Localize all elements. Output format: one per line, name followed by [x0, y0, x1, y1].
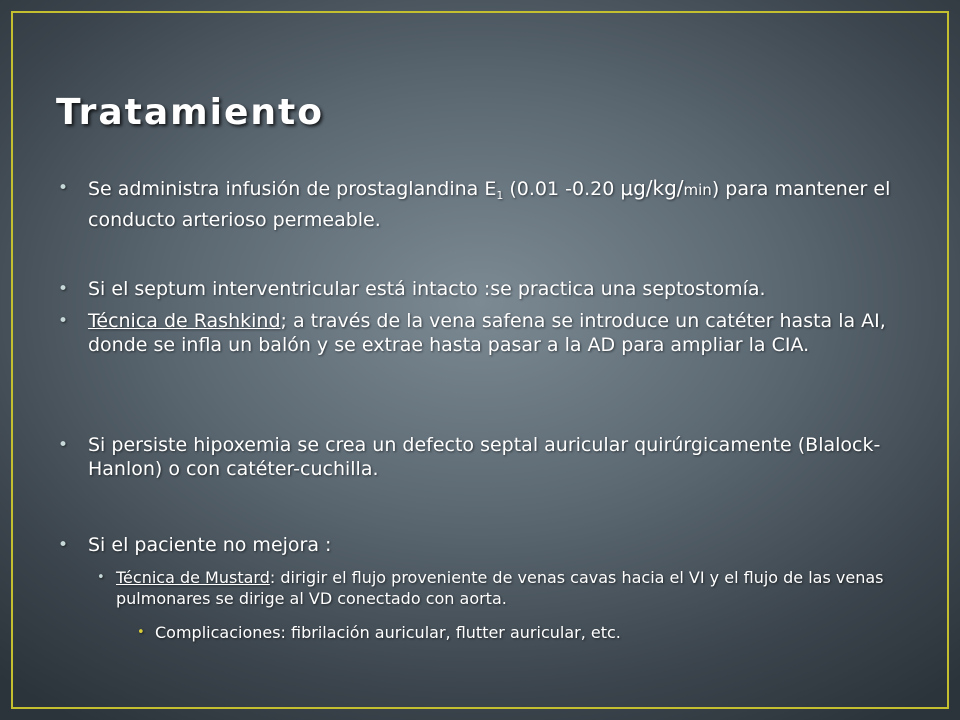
bullet-dot-icon: •: [58, 178, 69, 198]
bullet-text: ; a través de la vena safena se introduce un catéter hasta la AI, donde se infla un balón y se extrae hasta pasar a la AD para ampliar la CIA.: [88, 310, 886, 356]
bullet-dot-icon: •: [58, 311, 69, 331]
bullet-text: ) para mantener el conducto arterioso permeable.: [88, 178, 891, 231]
sub-bullet-mustard: [97, 567, 916, 609]
bullet-dot-icon: •: [58, 435, 69, 455]
bullet-rashkind: [58, 309, 913, 357]
bullet-dot-icon: •: [97, 570, 105, 585]
bullet-text: Complicaciones: fibrilación auricular, flutter auricular, etc.: [155, 623, 621, 642]
bullet-hypoxemia: [58, 433, 913, 481]
sub-sub-bullet-complications: [137, 622, 915, 643]
bullet-dot-icon: •: [137, 625, 145, 640]
subscript-text: 1: [496, 189, 504, 202]
bullet-text: : dirigir el flujo proveniente de venas cavas hacia el VI y el flujo de las venas pulmonares se dirige al VD conectado con aorta.: [116, 568, 884, 608]
bullet-text: (0.01 -0.20: [503, 178, 621, 200]
bullet-text: Se administra infusión de prostaglandina E: [88, 178, 497, 200]
bullet-no-improvement: [58, 533, 913, 557]
bullet-dot-icon: •: [58, 279, 69, 299]
bullet-text: Si persiste hipoxemia se crea un defecto septal auricular quirúrgicamente (Blalock-Hanlon) o con catéter-cuchilla.: [88, 434, 881, 480]
bullet-dot-icon: •: [58, 535, 69, 555]
bullet-septum: [58, 277, 913, 301]
mustard-technique-label: Técnica de Mustard: [116, 568, 270, 587]
bullet-text: Si el septum interventricular está intacto :se practica una septostomía.: [88, 278, 766, 300]
rashkind-technique-label: Técnica de Rashkind: [88, 310, 281, 332]
dose-unit-time-text: min: [683, 181, 712, 199]
slide-title: Tratamiento: [56, 92, 324, 133]
bullet-text: Si el paciente no mejora :: [88, 534, 332, 556]
bullet-prostaglandin: [58, 176, 913, 232]
dose-unit-text: μg/kg/: [620, 176, 684, 200]
